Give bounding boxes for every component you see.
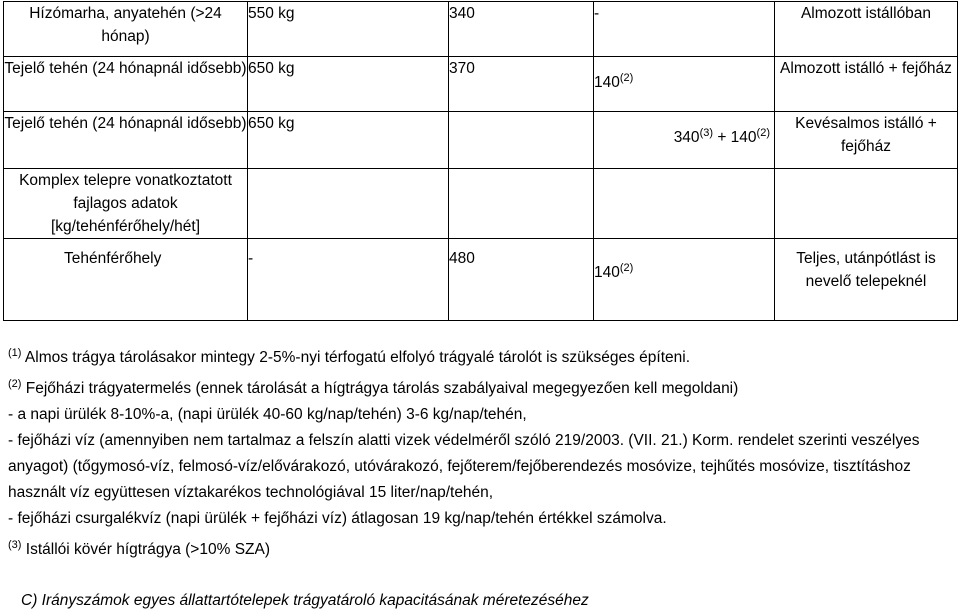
housing-cell: Almozott istállóban xyxy=(775,2,958,57)
footnote-text: Fejőházi trágyatermelés (ennek tárolását a hígtrágya tárolás szabályaival megegyezően kell megoldani) xyxy=(25,380,739,397)
footnote-text: Almos trágya tárolásakor mintegy 2-5%-nyi térfogatú elfolyó trágyalé tárolót is szükséges építeni. xyxy=(24,349,691,366)
footnote-1 xyxy=(8,340,958,371)
empty-cell xyxy=(449,169,594,239)
table-row xyxy=(4,112,958,169)
footnote-ref: (2) xyxy=(756,127,770,139)
row-label: Tejelő tehén (24 hónapnál idősebb) xyxy=(4,57,248,112)
footnote-3 xyxy=(8,532,958,563)
footnote-ref: (3) xyxy=(699,127,714,139)
footnote-2-line: - fejőházi víz (amennyiben nem tartalmaz a felszín alatti vizek védelméről szóló 219/2003. (VII. 21.) Korm. rendelet szerinti veszélyes anyagot) (tőgymosó-víz, felmosó-víz/elővárakozó, utóvárakozó, fejőterem/fejőberendezés mosóvize, tejhűtés mosóvize, tisztításhoz használt víz együttesen víztakarékos technológiával 15 liter/nap/tehén, xyxy=(8,432,920,501)
milking-value: 340 xyxy=(673,129,700,146)
housing-cell: Kevésalmos istálló + fejőház xyxy=(775,112,958,169)
footnote-ref: (2) xyxy=(619,72,634,84)
manure-cell: 480 xyxy=(449,239,594,321)
footnote-text: Istállói kövér hígtrágya (>10% SZA) xyxy=(25,541,270,558)
live-weight-cell: 650 kg xyxy=(248,112,449,169)
section-label: Komplex telepre vonatkoztatott fajlagos adatok [kg/tehénférőhely/hét] xyxy=(4,169,248,239)
row-label: Tehénférőhely xyxy=(4,239,248,321)
footnote-2 xyxy=(8,371,958,402)
row-label: Hízómarha, anyatehén (>24 hónap) xyxy=(4,2,248,57)
milking-value-extra: + 140 xyxy=(713,129,757,146)
empty-cell xyxy=(248,169,449,239)
live-weight-cell: - xyxy=(248,239,449,321)
manure-cell: 340 xyxy=(449,2,594,57)
footnote-ref: (2) xyxy=(619,262,634,274)
manure-capacity-table xyxy=(3,1,958,321)
milking-cell xyxy=(594,112,775,169)
milking-cell xyxy=(594,239,775,321)
footnote-marker: (2) xyxy=(8,378,22,390)
section-caption: C) Irányszámok egyes állattartótelepek trágyatároló kapacitásának méretezéséhez xyxy=(21,592,589,609)
footnote-marker: (1) xyxy=(8,347,22,359)
footnote-2-line: - fejőházi csurgalékvíz (napi ürülék + fejőházi víz) átlagosan 19 kg/nap/tehén értékkel számolva. xyxy=(8,510,667,527)
table-row xyxy=(4,2,958,57)
table-row xyxy=(4,239,958,321)
footnote-marker: (3) xyxy=(8,539,22,551)
live-weight-cell: 650 kg xyxy=(248,57,449,112)
empty-cell xyxy=(594,169,775,239)
live-weight-cell: 550 kg xyxy=(248,2,449,57)
table-row xyxy=(4,57,958,112)
milking-value: - xyxy=(594,5,600,22)
milking-cell xyxy=(594,57,775,112)
empty-cell xyxy=(775,169,958,239)
housing-cell: Almozott istálló + fejőház xyxy=(775,57,958,112)
milking-value: 140 xyxy=(594,74,620,91)
manure-cell: 370 xyxy=(449,57,594,112)
row-label: Tejelő tehén (24 hónapnál idősebb) xyxy=(4,112,248,169)
housing-cell: Teljes, utánpótlást is nevelő telepeknél xyxy=(775,239,958,321)
milking-value: 140 xyxy=(594,264,620,281)
footnotes xyxy=(8,340,958,563)
milking-cell xyxy=(594,2,775,57)
table-row xyxy=(4,169,958,239)
footnote-2-line: - a napi ürülék 8-10%-a, (napi ürülék 40-60 kg/nap/tehén) 3-6 kg/nap/tehén, xyxy=(8,406,527,423)
